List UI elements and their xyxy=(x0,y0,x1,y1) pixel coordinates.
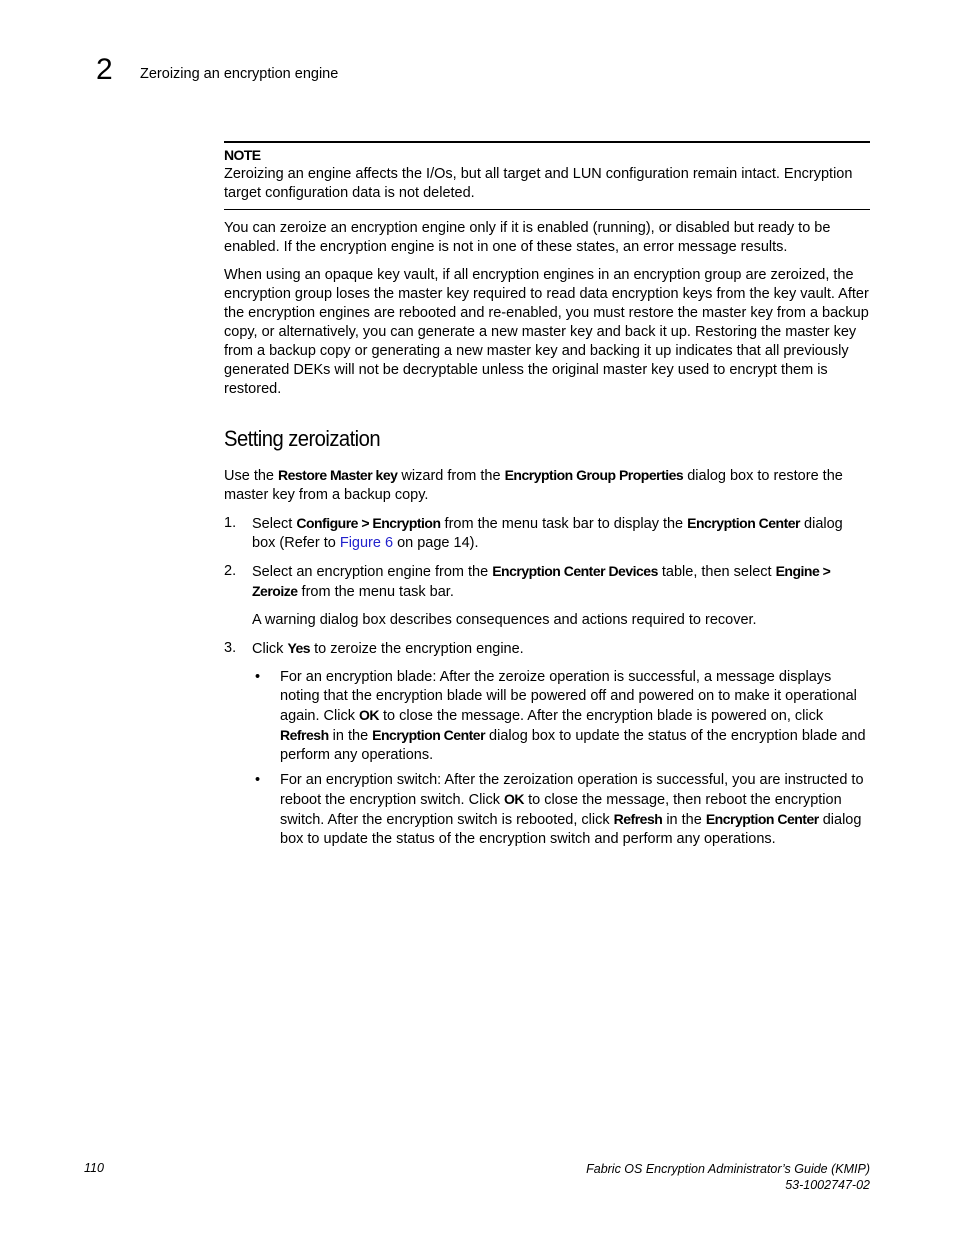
step-1 xyxy=(224,514,870,553)
bullet-icon: • xyxy=(255,669,261,685)
step-2-text-2: table, then select xyxy=(657,564,776,580)
encryption-center-devices-term: Encryption Center Devices xyxy=(492,563,658,579)
note-box xyxy=(224,141,870,210)
figure-6-link[interactable]: Figure 6 xyxy=(339,535,394,551)
step-3-text-1: Click xyxy=(252,641,288,657)
section-intro xyxy=(224,466,870,505)
encryption-center-term: Encryption Center xyxy=(687,515,801,531)
configure-encryption-term: Configure > Encryption xyxy=(296,515,441,531)
refresh-term: Refresh xyxy=(613,811,663,827)
refresh-term: Refresh xyxy=(280,727,329,743)
blade-text-3: in the xyxy=(328,728,373,744)
intro-text-1: Use the xyxy=(224,468,278,484)
step-1-text-2: from the menu task bar to display the xyxy=(440,516,688,532)
step-1-text-1: Select xyxy=(252,516,297,532)
switch-text-3: in the xyxy=(662,812,706,828)
step-2-text-3: from the menu task bar. xyxy=(297,584,454,600)
ok-term: OK xyxy=(504,791,525,807)
page-number: 110 xyxy=(84,1161,104,1175)
blade-text-2: to close the message. After the encryption blade is powered on, click xyxy=(378,708,824,724)
bullet-encryption-blade xyxy=(252,668,870,765)
step-number: 2. xyxy=(224,563,237,579)
switch-text-2: to close the message, then reboot the encryption switch. After the encryption switch is rebooted, click xyxy=(280,792,842,828)
step-3 xyxy=(224,639,870,849)
bullet-encryption-switch xyxy=(252,771,870,849)
footer-book-info xyxy=(586,1161,870,1193)
doc-number: 53-1002747-02 xyxy=(785,1178,870,1192)
intro-text-2: wizard from the xyxy=(397,468,505,484)
running-head: Zeroizing an encryption engine xyxy=(140,66,339,82)
step-2 xyxy=(224,562,870,630)
chapter-number: 2 xyxy=(96,53,113,86)
note-text: Zeroizing an engine affects the I/Os, but all target and LUN configuration remain intact. Encryption target configuration data is not deleted. xyxy=(224,166,853,201)
intro-text-3: dialog box to restore the master key from a backup copy. xyxy=(224,468,843,503)
note-label: NOTE xyxy=(224,147,261,163)
step-1-text-3: dialog box (Refer to xyxy=(252,516,843,551)
encryption-center-term: Encryption Center xyxy=(705,811,819,827)
blade-text-4: dialog box to update the status of the encryption blade and perform any operations. xyxy=(280,728,866,763)
bullet-icon: • xyxy=(255,772,261,788)
engine-zeroize-term: Engine > Zeroize xyxy=(252,563,831,599)
step-number: 3. xyxy=(224,640,237,656)
step-number: 1. xyxy=(224,515,237,531)
ok-term: OK xyxy=(358,707,379,723)
step-2-text-1: Select an encryption engine from the xyxy=(252,564,493,580)
step-2-warning-note: A warning dialog box describes consequences and actions required to recover. xyxy=(252,612,757,628)
step-3-bullets xyxy=(252,668,870,849)
step-1-text-4: on page 14). xyxy=(393,535,479,551)
switch-text-4: dialog box to update the status of the encryption switch and perform any operations. xyxy=(280,812,862,847)
encryption-group-properties-term: Encryption Group Properties xyxy=(504,467,684,483)
section-title: Setting zeroization xyxy=(224,426,381,451)
steps-list xyxy=(224,514,870,849)
step-3-text-2: to zeroize the encryption engine. xyxy=(310,641,524,657)
encryption-center-term: Encryption Center xyxy=(372,727,486,743)
blade-text-1: For an encryption blade: After the zeroize operation is successful, a message displays noting that the encryption blade will be powered off and powered on to make it operational again. Click xyxy=(280,669,857,724)
switch-text-1: For an encryption switch: After the zeroization operation is successful, you are instructed to reboot the encryption switch. Click xyxy=(280,772,864,808)
paragraph-opaque-key-vault: When using an opaque key vault, if all encryption engines in an encryption group are zeroized, the encryption group loses the master key required to read data encryption keys from the key vault. After the encryption engines are rebooted and re-enabled, you must restore the master key from a backup copy, or alternatively, you can generate a new master key and back it up. Restoring the master key from a backup copy or generating a new master key and backing it up indicates that all previously generated DEKs will not be decryptable unless the original master key used to encrypt them is restored. xyxy=(224,267,869,397)
restore-master-key-term: Restore Master key xyxy=(278,467,398,483)
yes-term: Yes xyxy=(287,640,311,656)
paragraph-zeroize-conditions: You can zeroize an encryption engine only if it is enabled (running), or disabled but ready to be enabled. If the encryption engine is not in one of these states, an error message results. xyxy=(224,220,831,255)
book-title: Fabric OS Encryption Administrator’s Guide (KMIP) xyxy=(586,1162,870,1176)
main-content xyxy=(224,141,870,858)
